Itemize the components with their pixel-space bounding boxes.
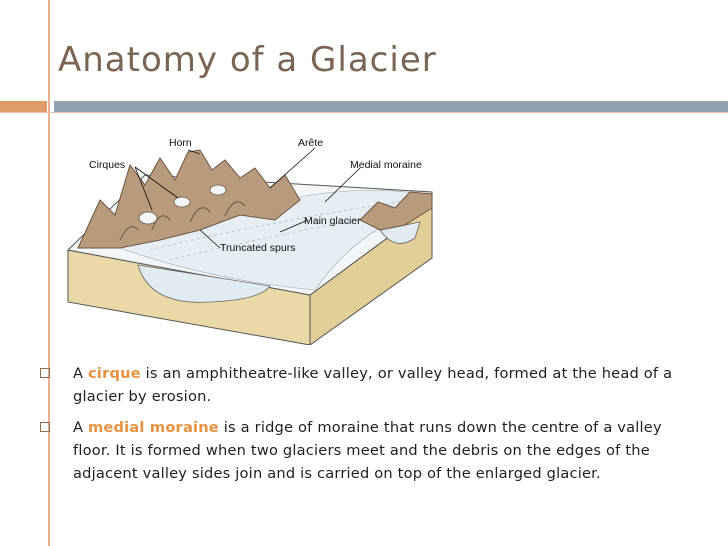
- bullet-prefix: A: [73, 419, 84, 436]
- bullet-item-cirque: [40, 362, 690, 408]
- bullet-prefix: A: [73, 365, 84, 382]
- glacier-diagram: [60, 130, 460, 345]
- keyword-cirque: cirque: [88, 365, 141, 382]
- label-main-glacier: Main glacier: [304, 215, 361, 227]
- cirque: [174, 197, 190, 207]
- leader-line-arete: [270, 148, 315, 188]
- label-truncated-spurs: Truncated spurs: [220, 242, 296, 254]
- title-rule-accent: [0, 101, 47, 112]
- glacier-illustration: [60, 130, 460, 345]
- cirque: [139, 212, 157, 224]
- label-medial-moraine: Medial moraine: [350, 159, 422, 171]
- label-arete: Arête: [298, 137, 324, 149]
- bullet-square-icon: [40, 368, 50, 378]
- slide-title: Anatomy of a Glacier: [58, 40, 437, 80]
- bullet-item-medial-moraine: [40, 416, 690, 485]
- label-cirques: Cirques: [89, 159, 126, 171]
- bullet-list: [40, 362, 690, 493]
- bullet-square-icon: [40, 422, 50, 432]
- bullet-text: is an amphitheatre-like valley, or valley head, formed at the head of a glacier by erosion.: [73, 365, 673, 405]
- title-rule: [54, 101, 728, 112]
- cirque: [210, 185, 226, 195]
- bullet-text: is a ridge of moraine that runs down the centre of a valley floor. It is formed when two glaciers meet and the debris on the edges of the adjacent valley sides join and is carried on top of the enlarged glacier.: [73, 419, 662, 482]
- keyword-medial-moraine: medial moraine: [88, 419, 219, 436]
- label-horn: Horn: [169, 137, 192, 149]
- horizontal-accent-line: [0, 112, 728, 113]
